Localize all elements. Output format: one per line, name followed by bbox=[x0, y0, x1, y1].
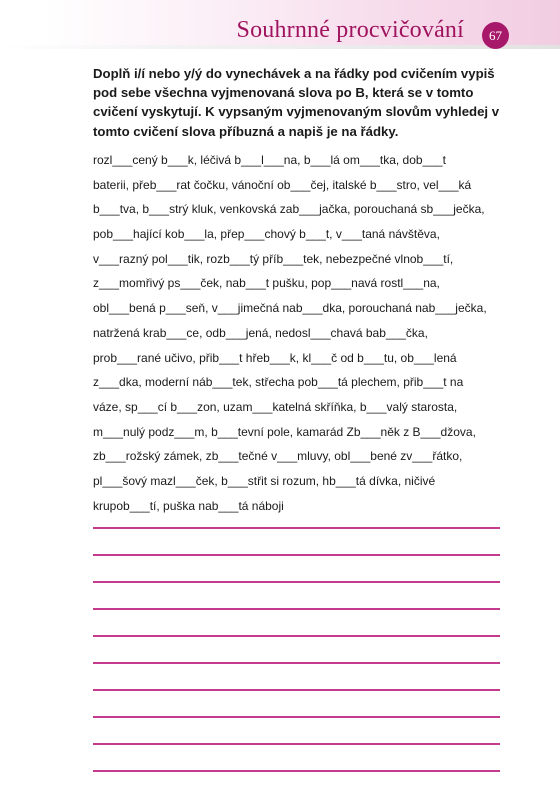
exercise-line: rozl___cený b___k, léčivá b___l___na, b___lá om___tka, dob___t bbox=[93, 153, 446, 167]
answer-line[interactable] bbox=[93, 689, 500, 691]
exercise-line: obl___bená p___seň, v___jimečná nab___dka, porouchaná nab___ječka, bbox=[93, 301, 487, 316]
exercise-instruction: Doplň i/í nebo y/ý do vynechávek a na řádky pod cvičením vypiš pod sebe všechna vyjmenovaná slova po B, která se v tomto cvičení vyskytují. K vypsaným vyjmenovaným slovům vyhledej v tomto cvičení slova příbuzná a napiš je na řádky. bbox=[93, 66, 500, 139]
answer-line[interactable] bbox=[93, 716, 500, 718]
exercise-line: b___tva, b___strý kluk, venkovská zab___jačka, porouchaná sb___ječka, bbox=[93, 202, 485, 217]
exercise-line: z___momřivý ps___ček, nab___t pušku, pop___navá rostl___na, bbox=[93, 276, 440, 291]
exercise-line: z___dka, moderní náb___tek, střecha pob___tá plechem, přib___t na bbox=[93, 375, 464, 390]
answer-line[interactable] bbox=[93, 608, 500, 610]
page-header bbox=[0, 0, 560, 58]
answer-line[interactable] bbox=[93, 581, 500, 583]
answer-line[interactable] bbox=[93, 743, 500, 745]
exercise-line: pl___šový mazl___ček, b___střit si rozum, hb___tá dívka, ničivé bbox=[93, 473, 436, 488]
exercise-line: v___razný pol___tik, rozb___tý příb___tek, nebezpečné vlnob___tí, bbox=[93, 251, 454, 266]
answer-line[interactable] bbox=[93, 635, 500, 637]
exercise-line: váze, sp___cí b___zon, uzam___katelná skříňka, b___valý starosta, bbox=[93, 399, 458, 414]
answer-line[interactable] bbox=[93, 662, 500, 664]
answer-line[interactable] bbox=[93, 770, 500, 772]
page-number-badge: 67 bbox=[482, 22, 509, 49]
answer-line[interactable] bbox=[93, 527, 500, 529]
exercise-line: m___nulý podz___m, b___tevní pole, kamarád Zb___něk z B___džova, bbox=[93, 424, 476, 439]
exercise-line: krupob___tí, puška nab___tá náboji bbox=[93, 498, 284, 513]
page-title: Souhrnné procvičování bbox=[236, 17, 464, 43]
exercise-line: zb___rožský zámek, zb___tečné v___mluvy, obl___bené zv___řátko, bbox=[93, 449, 463, 464]
header-shadow bbox=[0, 45, 560, 49]
exercise-text bbox=[93, 148, 513, 518]
exercise-line: natržená krab___ce, odb___jená, nedosl___chavá bab___čka, bbox=[93, 325, 428, 340]
answer-lines bbox=[93, 527, 500, 797]
answer-line[interactable] bbox=[93, 554, 500, 556]
exercise-line: baterii, přeb___rat čočku, vánoční ob___čej, italské b___stro, vel___ká bbox=[93, 177, 472, 192]
exercise-line: pob___hající kob___la, přep___chový b___t, v___taná návštěva, bbox=[93, 227, 440, 242]
exercise-line: prob___rané učivo, přib___t hřeb___k, kl___č od b___tu, ob___lená bbox=[93, 350, 457, 365]
